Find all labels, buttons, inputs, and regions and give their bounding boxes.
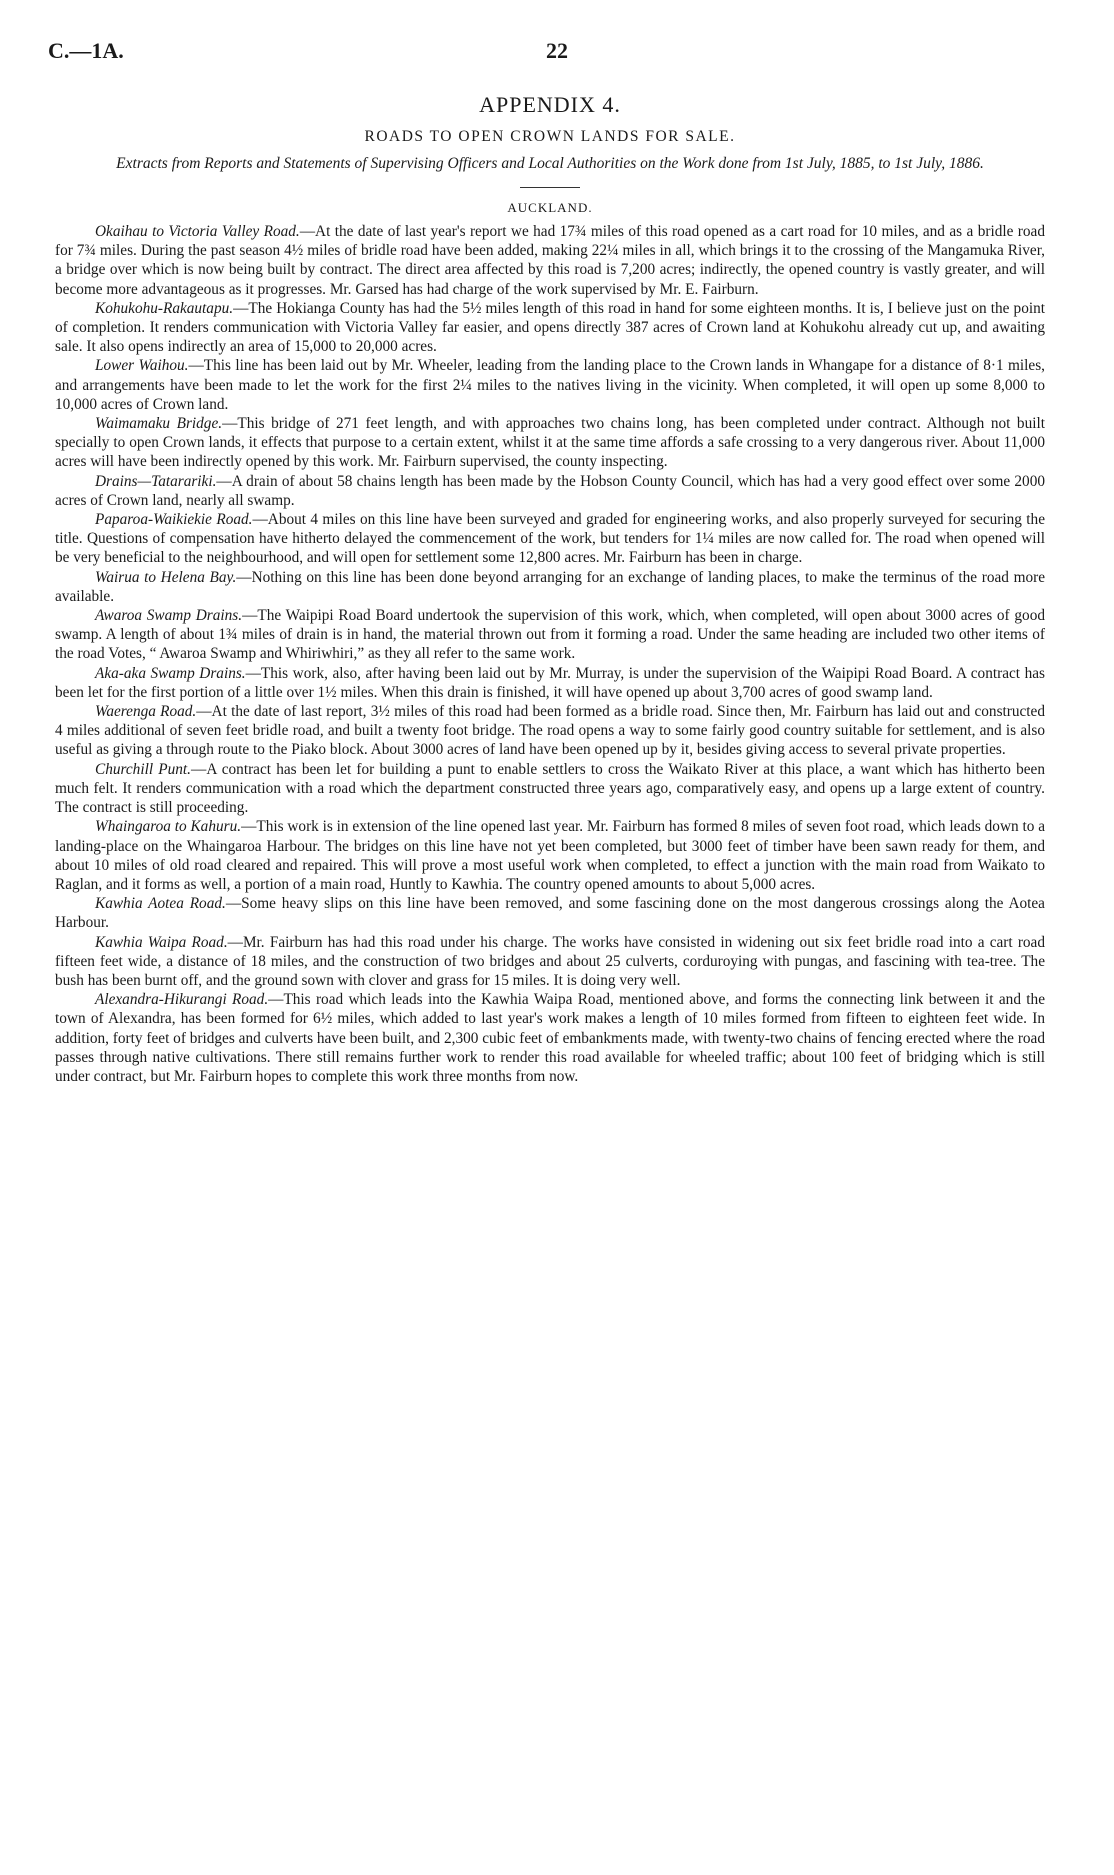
paragraph-text: —The Waipipi Road Board undertook the supervision of this work, which, when completed, will open about 3000 acres of good swamp. A length of about 1¾ miles of drain is in hand, the material thrown out from it forming a road. Under the same heading are included two other items of the road Votes, “ Awaroa Swamp and Whiriwhiri,” as they all refer to the same work. [55, 607, 1045, 663]
paragraph [55, 933, 1045, 991]
page-content [55, 92, 1045, 1086]
paragraph-text: —A drain of about 58 chains length has been made by the Hobson County Council, which has had a very good effect over some 2000 acres of Crown land, nearly all swamp. [55, 472, 1045, 509]
paragraph [55, 664, 1045, 702]
paragraph-heading: Alexandra-Hikurangi Road. [95, 991, 269, 1009]
paragraph-text: —The Hokianga County has had the 5½ miles length of this road in hand for some eighteen months. It is, I believe just on the point of completion. It renders communication with Victoria Valley far easier, and opens directly 387 acres of Crown land at Kohukohu already cut up, and awaiting sale. It also opens indirectly an area of 15,000 to 20,000 acres. [55, 299, 1045, 356]
paragraph-text: —This road which leads into the Kawhia Waipa Road, mentioned above, and forms the connecting link between it and the town of Alexandra, has been formed for 6½ miles, which added to last year's work makes a length of 10 miles formed from fifteen to eighteen feet wide. In addition, forty feet of bridges and culverts have been built, and 2,300 cubic feet of embankments made, with twenty-two chains of fencing erected where the road passes through native cultivations. There still remains further work to render this road available for wheeled traffic; about 100 feet of bridging which is still under contract, but Mr. Fairburn hopes to complete this work three months from now. [55, 991, 1045, 1085]
region-heading: AUCKLAND. [507, 200, 593, 215]
paragraph-heading: Paparoa-Waikiekie Road. [95, 511, 253, 529]
paragraph [55, 990, 1045, 1086]
paragraph-heading: Lower Waihou. [95, 357, 189, 375]
paragraph-text: —This line has been laid out by Mr. Wheeler, leading from the landing place to the Crown lands in Whangape for a distance of 8·1 miles, and arrangements have been made to let the work for the first 2¼ miles to the natives living in the vicinity. When completed, it will open up some 8,000 to 10,000 acres of Crown land. [55, 357, 1045, 413]
extracts-description: Extracts from Reports and Statements of Supervising Officers and Local Authorities on the Work done from 1st July, 1885, to 1st July, 1886. [116, 155, 984, 172]
paragraph-text: —At the date of last report, 3½ miles of this road had been formed as a bridle road. Since then, Mr. Fairburn has laid out and constructed 4 miles additional of seven feet bridle road, and built a twenty foot bridge. The road opens a way to some fairly good country suitable for settlement, and is also useful as giving a through route to the Piako block. About 3000 acres of land have been opened up by it, besides giving access to several private properties. [55, 703, 1045, 759]
paragraph [55, 299, 1045, 357]
paragraph [55, 472, 1045, 510]
paragraph [55, 510, 1045, 568]
paragraph-text: —A contract has been let for building a punt to enable settlers to cross the Waikato River at this place, a want which has hitherto been much felt. It renders communication with a road which the department constructed three years ago, comparatively easy, and opens up a large extent of country. The contract is still proceeding. [55, 760, 1045, 817]
paragraph [55, 702, 1045, 760]
paragraph-heading: Okaihau to Victoria Valley Road. [95, 223, 300, 240]
paragraph-heading: Awaroa Swamp Drains. [95, 607, 243, 625]
divider-rule [520, 187, 580, 188]
paragraph-heading: Aka-aka Swamp Drains. [95, 664, 246, 682]
paragraph [55, 414, 1045, 472]
paragraph-text: —Some heavy slips on this line have been removed, and some fascining done on the most dangerous crossings along the Aotea Harbour. [55, 895, 1045, 932]
paragraph-text: —This bridge of 271 feet length, and with approaches two chains long, has been completed under contract. Although not built specially to open Crown lands, it effects that purpose to a certain extent, whilst it at the same time affords a safe crossing to a very dangerous river. About 11,000 acres will have been indirectly opened by this work. Mr. Fairburn supervised, the county inspecting. [55, 415, 1045, 471]
document-code: C.—1A. [48, 38, 124, 63]
paragraph [55, 222, 1045, 299]
paragraph-heading: Waerenga Road. [95, 703, 197, 721]
section-subtitle: ROADS TO OPEN CROWN LANDS FOR SALE. [364, 128, 736, 145]
paragraph-text: —About 4 miles on this line have been surveyed and graded for engineering works, and also properly surveyed for securing the title. Questions of compensation have hitherto delayed the commencement of the work, but tenders for 1¼ miles are now called for. The road when opened will be very beneficial to the neighbourhood, and will open for settlement some 12,800 acres. Mr. Fairburn has been in charge. [55, 511, 1045, 567]
paragraph [55, 606, 1045, 664]
paragraph-text: —This work, also, after having been laid out by Mr. Murray, is under the supervision of the Waipipi Road Board. A contract has been let for the first portion of a little over 1½ miles. When this drain is finished, it will have opened up about 3,700 acres of good swamp land. [55, 664, 1045, 701]
paragraph-text: —At the date of last year's report we had 17¾ miles of this road opened as a cart road for 10 miles, and as a bridle road for 7¾ miles. During the past season 4½ miles of bridle road have been added, making 22¼ miles in all, which brings it to the crossing of the Mangamuka River, a bridge over which is now being built by contract. The direct area affected by this road is 7,200 acres; indirectly, the opened country is vastly greater, and will become more advantageous as it progresses. Mr. Garsed has had charge of the work supervised by Mr. E. Fairburn. [55, 223, 1045, 298]
paragraph-text: —This work is in extension of the line opened last year. Mr. Fairburn has formed 8 miles of seven foot road, which leads down to a landing-place on the Whaingaroa Harbour. The bridges on this line have not yet been completed, but 3000 feet of timber have been sawn ready for them, and about 10 miles of old road cleared and repaired. This will prove a most useful work when completed, to effect a junction with the main road from Waikato to Raglan, and it forms as well, a portion of a main road, Huntly to Kawhia. The country opened amounts to about 5,000 acres. [55, 818, 1045, 893]
paragraph [55, 817, 1045, 894]
paragraph-heading: Waimamaku Bridge. [95, 415, 223, 433]
appendix-title: APPENDIX 4. [479, 92, 621, 117]
paragraph-heading: Whaingaroa to Kahuru. [95, 818, 242, 836]
paragraph-heading: Drains—Tatarariki. [95, 472, 217, 490]
page-number: 22 [546, 38, 568, 63]
paragraph-heading: Kawhia Aotea Road. [95, 895, 226, 913]
paragraph-heading: Kohukohu-Rakautapu. [95, 299, 234, 317]
paragraph-heading: Churchill Punt. [95, 760, 192, 778]
paragraph-text: —Nothing on this line has been done beyond arranging for an exchange of landing places, to make the terminus of the road more available. [55, 568, 1046, 605]
paragraph [55, 760, 1045, 818]
paragraph [55, 356, 1045, 414]
paragraph [55, 894, 1045, 932]
paragraph-heading: Kawhia Waipa Road. [95, 933, 228, 951]
paragraph [55, 568, 1045, 606]
paragraph-heading: Wairua to Helena Bay. [95, 568, 237, 586]
paragraph-text: —Mr. Fairburn has had this road under his charge. The works have consisted in widening out six feet bridle road into a cart road fifteen feet wide, a distance of 18 miles, and the construction of two bridges and about 25 culverts, corduroying with pungas, and fascining with tea-tree. The bush has been burnt off, and the ground sown with clover and grass for 15 miles. It is doing very well. [55, 933, 1045, 989]
running-header [48, 38, 1066, 72]
